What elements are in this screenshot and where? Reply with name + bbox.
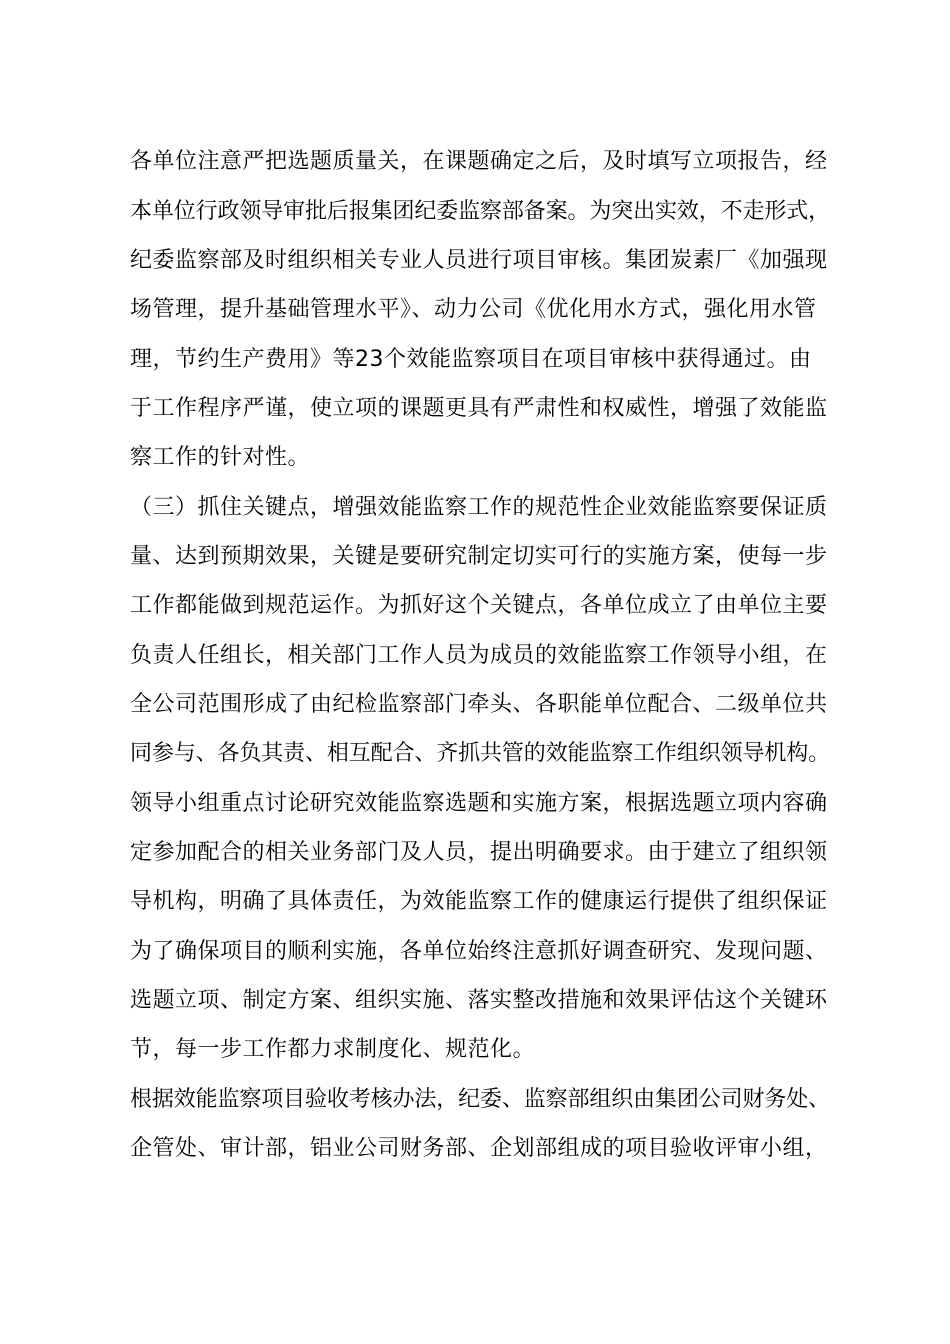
text-line: 为了确保项目的顺利实施，各单位始终注意抓好调查研究、发现问题、 bbox=[130, 939, 828, 964]
text-line: 节，每一步工作都力求制度化、规范化。 bbox=[130, 1037, 536, 1062]
text-line: 根据效能监察项目验收考核办法，纪委、监察部组织由集团公司财务处、 bbox=[130, 1087, 831, 1112]
text-line: 负责人任组长，相关部门工作人员为成员的效能监察工作领导小组，在 bbox=[130, 643, 828, 668]
text-line: 工作都能做到规范运作。为抓好这个关键点，各单位成立了由单位主要 bbox=[130, 593, 828, 618]
text-line: 领导小组重点讨论研究效能监察选题和实施方案，根据选题立项内容确 bbox=[130, 791, 828, 816]
text-line: 本单位行政领导审批后报集团纪委监察部备案。为突出实效，不走形式， bbox=[130, 199, 831, 224]
text-line: 同参与、各负其责、相互配合、齐抓共管的效能监察工作组织领导机构。 bbox=[130, 741, 831, 766]
text-line: （三）抓住关键点，增强效能监察工作的规范性企业效能监察要保证质 bbox=[130, 495, 828, 520]
text-line: 察工作的针对性。 bbox=[130, 445, 311, 470]
text-line: 于工作程序严谨，使立项的课题更具有严肃性和权威性，增强了效能监 bbox=[130, 396, 828, 421]
text-line: 纪委监察部及时组织相关专业人员进行项目审核。集团炭素厂《加强现 bbox=[130, 248, 828, 273]
text-line: 场管理，提升基础管理水平》、动力公司《优化用水方式，强化用水管 bbox=[130, 297, 817, 322]
text-line: 企管处、审计部，铝业公司财务部、企划部组成的项目验收评审小组， bbox=[130, 1136, 828, 1161]
text-line: 各单位注意严把选题质量关，在课题确定之后，及时填写立项报告，经 bbox=[130, 149, 828, 174]
text-line: 定参加配合的相关业务部门及人员，提出明确要求。由于建立了组织领 bbox=[130, 840, 828, 865]
text-line: 量、达到预期效果，关键是要研究制定切实可行的实施方案，使每一步 bbox=[130, 544, 828, 569]
text-line: 导机构，明确了具体责任，为效能监察工作的健康运行提供了组织保证 bbox=[130, 889, 828, 914]
text-line: 全公司范围形成了由纪检监察部门牵头、各职能单位配合、二级单位共 bbox=[130, 692, 828, 717]
text-line: 选题立项、制定方案、组织实施、落实整改措施和效果评估这个关键环 bbox=[130, 988, 828, 1013]
text-line: 理，节约生产费用》等23个效能监察项目在项目审核中获得通过。由 bbox=[130, 347, 812, 372]
